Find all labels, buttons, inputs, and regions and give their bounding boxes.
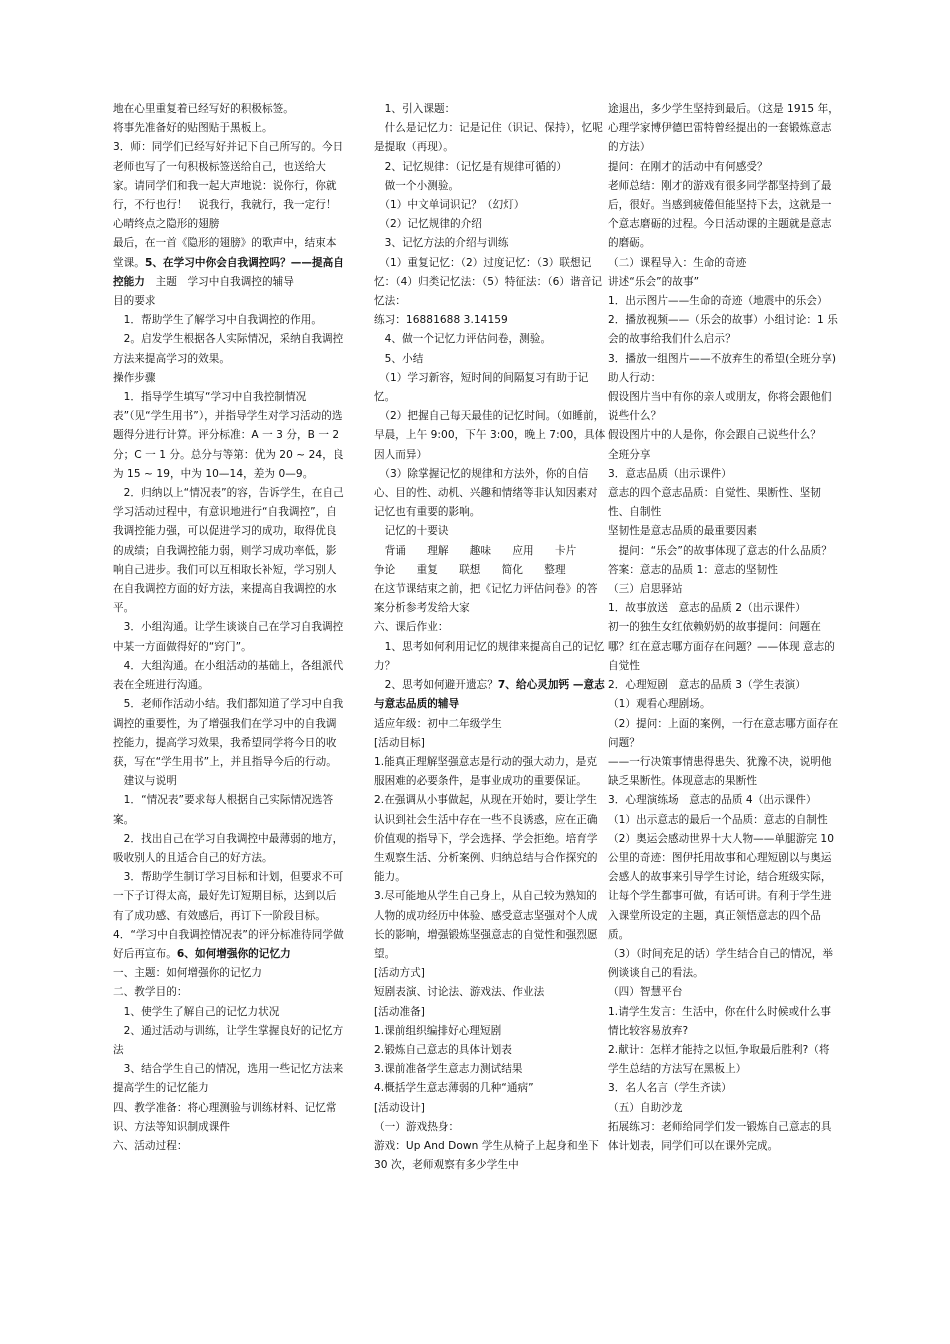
para: 途退出，多少学生坚持到最后。（这是 1915 年，心理学家博伊德巴雷特曾经提出的一套锻炼意志的方法） [608,103,839,154]
para: 假设图片中的人是你，你会跟自己说些什么？ [608,429,821,442]
para: 提问：在刚才的活动中有何感受？ [608,160,768,173]
para: 记忆的十要诀 [374,525,449,538]
para: 地在心里重复着已经写好的积极标签。 [113,103,294,115]
para: （3）（时间充足的话）学生结合自己的情况，举例谈谈自己的看法。 [608,947,834,980]
para: 短剧表演、讨论法、游戏法、作业法 [374,986,545,999]
para: （2）记忆规律的介绍 [374,218,482,231]
para: 1.课前组织编排好心理短剧 [374,1024,502,1037]
para: 背诵 理解 趣味 应用 卡片 争论 重复 联想 简化 整理 [374,544,598,576]
para: 4.概括学生意志薄弱的几种“通病” [374,1082,534,1095]
para: 1．指导学生填写“学习中自我控制情况表”（见“学生用书”），并指导学生对学习活动的选题得分进行计算。评分标准：A 一 3 分，B 一 2 分；C 一 1 分。总分与等第：优为 20 ~ 24，良为 15 ~ 19，中为 10—14，差为 0—9。 [113,391,344,480]
para: 助人行动： [608,371,662,384]
para: [活动准备] [374,1005,425,1018]
para [113,926,345,964]
para: 2、记忆规律：（记忆是有规律可循的） [374,160,568,173]
para: 做一个小测验。 [374,179,460,192]
para: 答案：意志的品质 1：意志的坚韧性 [608,563,778,576]
para: （二）课程导入：生命的奇迹 [608,256,747,269]
para: 适应年级：初中二年级学生 [374,717,502,730]
para: （1）学习新容，短时间的间隔复习有助于记忆。 [374,371,589,404]
para: 3．帮助学生制订学习目标和计划，但要求不可一下子订得太高，最好先订短期目标，达到以后有了成功感、有效感后，再订下一阶段目标。 [113,871,344,922]
para: 3．意志品质（出示课件） [608,467,732,480]
para: [活动方式] [374,967,425,980]
para: 1．帮助学生了解学习中自我调控的作用。 [113,314,323,327]
para: 什么是记忆力：记是记住（识记、保持），忆呢是提取（再现）。 [374,122,603,154]
para: 坚韧性是意志品质的最重要因素 [608,525,758,538]
para: （1）观看心理剧场。 [608,698,711,711]
para: 1．“情况表”要求每人根据自己实际情况选答案。 [113,794,334,826]
section-heading-7: 7、给心灵加钙 —意志与意志品质的辅导 [374,679,605,711]
para: 练习：16881688 3.14159 [374,314,508,327]
para: 1、使学生了解自己的记忆力状况 [113,1005,280,1018]
text-column-middle [374,100,606,1175]
para: 2．播放视频——（乐会的故事）小组讨论：1 乐会的故事给我们什么启示？ [608,314,838,346]
para: 3.尽可能地从学生自己身上，从自己较为熟知的人物的成功经历中体验、感受意志坚强对个人成长的影响，增强锻炼坚强意志的自觉性和强烈愿望。 [374,890,598,960]
para: （1）出示意志的最后一个品质：意志的自制性 [608,813,828,826]
para: 将事先准备好的贴图贴于黑板上。 [113,122,273,135]
para: （三）启思驿站 [608,583,683,596]
para: 2。启发学生根据各人实际情况，采纳自我调控方法来提高学习的效果。 [113,333,344,365]
text-column-left [113,100,345,1156]
para: （四）智慧平台 [608,986,683,999]
para: 全班分享 [608,448,651,461]
para: 5．老师作活动小结。我们都知道了学习中自我调控的重要性，为了增强我们在学习中的自我调控能力，提高学习效果，我希望同学将今日的收获，写在“学生用书”上，并且指导今后的行动。 [113,698,344,768]
para: 提问：“乐会”的故事体现了意志的什么品质？ [608,544,832,557]
para: 3．播放一组图片——不放弃生的希望(全班分享) [608,352,837,365]
para: 建议与说明 [113,775,177,788]
para: [活动设计] [374,1101,425,1114]
para: 在这节课结束之前，把《记忆力评估问卷》的答案分析参考发给大家 [374,583,598,615]
para: 2.献计：怎样才能持之以恒,争取最后胜利?（将学生总结的方法写在黑板上） [608,1043,830,1076]
para: 1．故事放送 意志的品质 2（出示课件） [608,602,806,615]
para: 意志的四个意志品质：自觉性、果断性、坚韧性、自制性 [608,487,821,519]
para: （五）自助沙龙 [608,1101,683,1114]
para: （2）奥运会感动世界十大人物——单腿游完 10 公里的奇迹：图伊托用故事和心理短剧以与奥运会感人的故事来引导学生讨论，结合班级实际，让每个学生都事可做，有话可讲。有利于学生进入课堂所设定的主题，真正领悟意志的四个品质。 [608,832,835,941]
para-text: 2、思考如何避开遗忘？ [374,679,498,692]
para: （2）把握自己每天最佳的记忆时间。（如睡前，早晨，上午 9:00，下午 3:00，晚上 7:00，具体因人而异） [374,410,606,461]
para-text: 主题 学习中自我调控的辅导 [144,275,294,288]
para: 1、引入课题： [374,103,456,115]
para: 4、做一个记忆力评估问卷，测验。 [374,333,552,346]
para: 四、教学准备：将心理测验与训练材料、记忆常识、方法等知识制成课件 [113,1101,337,1133]
para: 2、通过活动与训练，让学生掌握良好的记忆方法 [113,1024,344,1056]
para: 拓展练习：老师给同学们发一锻炼自己意志的具体计划表，同学们可以在课外完成。 [608,1120,832,1152]
para: 六、活动过程： [113,1139,188,1152]
para: ——一行决策事情患得患失、犹豫不决，说明他缺乏果断性。体现意志的果断性 [608,755,832,788]
section-heading-5: 5、在学习中你会自我调控吗？——提高自控能力 [113,256,344,288]
para: 3、记忆方法的介绍与训练 [374,237,509,250]
para: 3．师：同学们已经写好并记下自己所写的。今日老师也写了一句积极标签送给自己，也送给大家。请同学们和我一起大声地说：说你行，你就行，不行也行！ 说我行，我就行，我一定行！ [113,141,344,212]
para: 3．小组沟通。让学生谈谈自己在学习自我调控中某一方面做得好的“窍门”。 [113,621,344,653]
para: 游戏：Up And Down 学生从椅子上起身和坐下 30 次，老师观察有多少学生中 [374,1139,599,1172]
para: （一）游戏热身： [374,1120,460,1133]
para: 一、主题：如何增强你的记忆力 [113,967,263,980]
para: 讲述“乐会”的故事” [608,275,700,288]
para: 3、结合学生自己的情况，选用一些记忆方法来提高学生的记忆能力 [113,1063,344,1095]
para: 2．心理短剧 意志的品质 3（学生表演） [608,679,806,692]
para: [活动目标] [374,736,425,749]
para: 初一的独生女红依赖奶奶的故事提问：问题在哪？红在意志哪方面存在问题？——体现 意志的自觉性 [608,621,835,672]
para: 3．名人名言（学生齐读） [608,1082,732,1095]
para: 3．心理演练场 意志的品质 4（出示课件） [608,794,817,807]
para: 2.在强调从小事做起，从现在开始时，要让学生认识到社会生活中存在一些不良诱惑，应在正确价值观的指导下，学会选择、学会拒绝。培育学生观察生活、分析案例、归纳总结与合作探究的能力。 [374,794,598,884]
para-text: 最后，在一首《隐形的翅膀》的歌声中，结束本堂课。 [113,237,337,269]
para: 六、课后作业： [374,621,449,634]
section-heading-6: 6、如何增强你的记忆力 [176,947,291,960]
para: 3.课前准备学生意志力测试结果 [374,1063,523,1076]
para: 4．大组沟通。在小组活动的基础上，各组派代表在全班进行沟通。 [113,659,344,692]
para: 假设图片当中有你的亲人或朋友，你将会跟他们说些什么？ [608,391,832,423]
para: 1.能真正理解坚强意志是行动的强大动力，是克服困难的必要条件，是事业成功的重要保证。 [374,755,598,788]
para: 5、小结 [374,352,424,365]
para: （1）重复记忆：（2）过度记忆：（3）联想记忆：（4）归类记忆法：（5）特征法：（6）谐音记忆法： [374,256,602,308]
para: 1、思考如何利用记忆的规律来提高自己的记忆力？ [374,640,605,672]
para [374,676,606,714]
para: 2．归纳以上“情况表”的容，告诉学生，在自己学习活动过程中，有意识地进行“自我调控”，自我调控能力强，可以促进学习的成功，取得优良的成绩；自我调控能力弱，则学习成功率低，影响自己进步。我们可以互相取长补短，学习别人在自我调控方面的好方法，来提高自我调控的水平。 [113,487,344,615]
para: （1）中文单词识记？（幻灯） [374,199,525,212]
para: 老师总结：刚才的游戏有很多同学都坚持到了最后，很好。当感到疲倦但能坚持下去，这就是一个意志磨砺的过程。今日活动课的主题就是意志的磨砺。 [608,179,832,250]
para [113,234,345,292]
para: 二、教学目的： [113,986,188,999]
para: 目的要求 [113,295,156,308]
para: 1．出示图片——生命的奇迹（地震中的乐会） [608,295,828,308]
para: 2．找出自己在学习自我调控中最薄弱的地方，吸收别人的且适合自己的好方法。 [113,832,344,864]
para: 1.请学生发言：生活中，你在什么时候或什么事情比较容易放弃? [608,1005,832,1037]
para: （2）提问：上面的案例，一行在意志哪方面存在问题？ [608,717,839,749]
para: 心晴终点之隐形的翅膀 [113,218,220,231]
para: 操作步骤 [113,371,156,384]
text-column-right [608,100,840,1156]
para-text: 4．“学习中自我调控情况表”的评分标准待同学做好后再宣布。 [113,928,344,960]
para: （3）除掌握记忆的规律和方法外，你的自信心、目的性、动机、兴趣和情绪等非认知因素对记忆也有重要的影响。 [374,467,598,519]
para: 2.锻炼自己意志的具体计划表 [374,1043,512,1056]
